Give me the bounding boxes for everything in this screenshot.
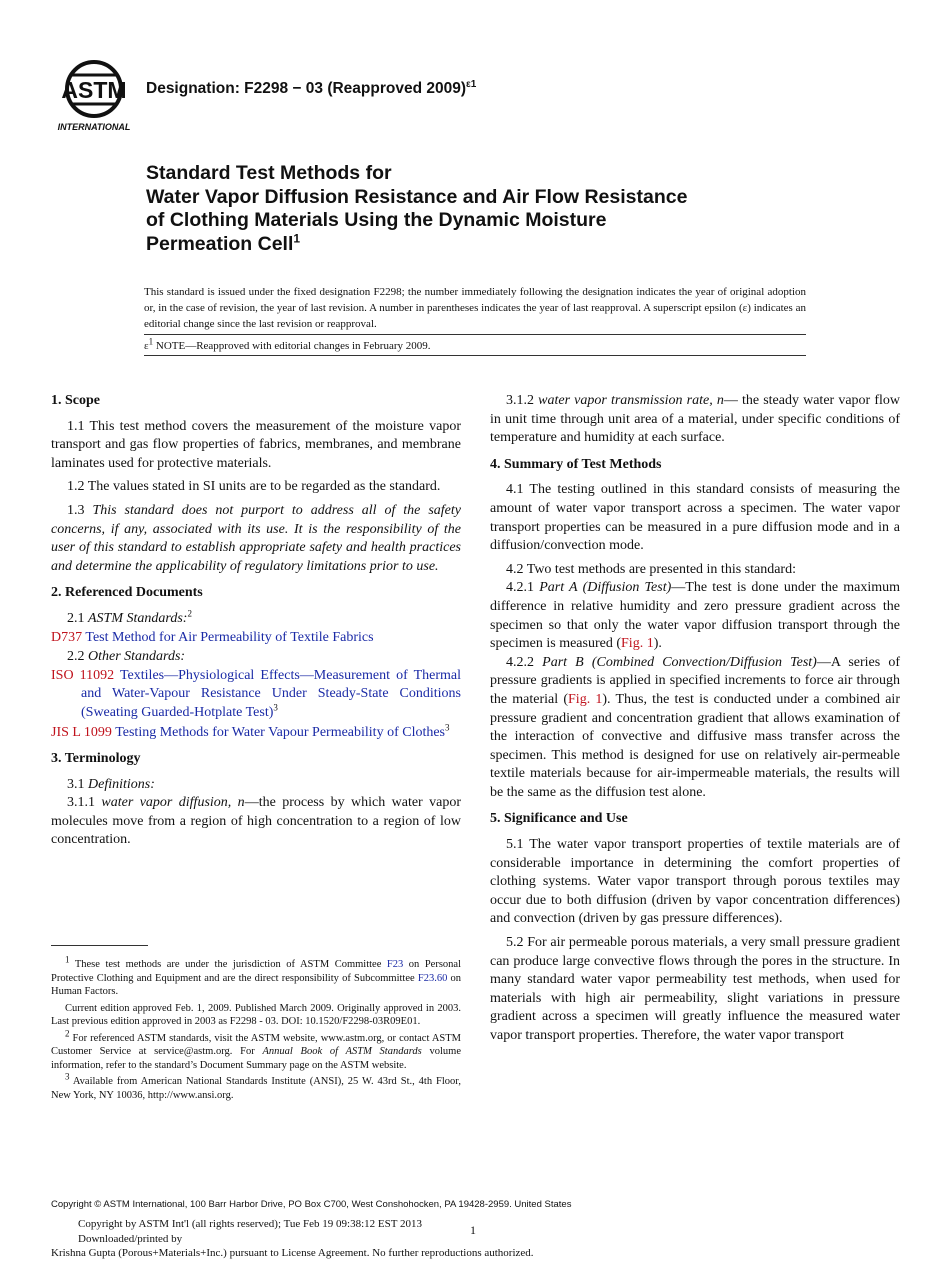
paragraph: 5.2 For air permeable porous materials, a very small pressure gradient can produce large convective flows through the pores in the structure. In many standard water vapor permeability test methods, when used for materials with high air permeability, slight variations in pressure gradient across a specimen will greatly influence the measured water vapor transport properties. Therefore, the water vapor transport <box>490 935 900 1043</box>
paragraph: 4.2.2 Part B (Combined Convection/Diffusion Test)—A series of pressure gradients is applied in specified increments to force air through the material (Fig. 1). Thus, the test is conducted under a combined air pressure gradient and concentration gradient that allows examination of the interaction of convective and diffusive mass transfer across the specimen. This method is designed for use on relatively air-permeable textile materials because for air-impermeable materials, the results will be the same as the diffusion test alone. <box>490 654 900 800</box>
paragraph: 3.1.1 water vapor diffusion, n—the process by which water vapor molecules move from a region of high concentration to a region of low concentration. <box>51 795 461 848</box>
reference-link[interactable]: Test Method for Air Permeability of Textile Fabrics <box>85 629 374 645</box>
divider <box>144 334 806 335</box>
copyright-notice: Copyright © ASTM International, 100 Barr Harbor Drive, PO Box C700, West Conshohocken, PA 19428-2959. United States <box>51 1199 572 1210</box>
reference-item: ISO 11092 Textiles—Physiological Effects—Measurement of Thermal and Water-Vapour Resistance Under Steady-State Conditions (Sweating Guarded-Hotplate Test)$^3$ <box>51 667 461 720</box>
document-title: Standard Test Methods for Water Vapor Diffusion Resistance and Air Flow Resistance of Clothing Materials Using the Dynamic Moisture Permeation Cell$^1$ <box>146 162 688 255</box>
divider <box>144 355 806 356</box>
section-heading: 5. Significance and Use <box>490 811 628 827</box>
designation: Designation: F2298 − 03 (Reapproved 2009)$^{\varepsilon 1}$ <box>146 78 477 97</box>
paragraph: 4.1 The testing outlined in this standard consists of measuring the amount of water vapor transport across a specimen. The water vapor transport properties can be measured in a pure diffusion mode and in a diffusion/convection mode. <box>490 482 900 554</box>
figure-link[interactable]: Fig. 1 <box>621 636 654 652</box>
section-heading: 3. Terminology <box>51 751 141 767</box>
svg-text:ASTM: ASTM <box>61 77 127 103</box>
footnote-divider <box>51 945 148 946</box>
paragraph: 3.1.2 water vapor transmission rate, n— the steady water vapor flow in unit time through unit area of a material, under specific conditions of temperature and humidity at each surface. <box>490 393 900 446</box>
paragraph: 4.2 Two test methods are presented in this standard: <box>506 561 796 577</box>
paragraph: 3.1 Definitions: <box>67 776 155 792</box>
section-heading: 1. Scope <box>51 393 100 408</box>
reference-item: JIS L 1099 Testing Methods for Water Vapour Permeability of Clothes$^3$ <box>51 721 450 740</box>
issuance-statement: This standard is issued under the fixed designation F2298; the number immediately following the designation indicates the year of original adoption or, in the case of revision, the year of last revision. A number in parentheses indicates the year of last reapproval. A superscript epsilon (ε) indicates an editorial change since the last revision or reapproval. <box>144 286 806 330</box>
reference-link[interactable]: JIS L 1099 <box>51 724 112 740</box>
paragraph: 4.2.1 Part A (Diffusion Test)—The test is done under the maximum difference in relative humidity and zero pressure gradient across the specimen so that only the water vapor diffusion transport through the specimen is measured (Fig. 1). <box>490 580 901 652</box>
subcommittee-link[interactable]: F23.60 <box>417 972 448 984</box>
reference-link[interactable]: ISO 11092 <box>51 667 115 683</box>
footnote: Current edition approved Feb. 1, 2009. Published March 2009. Originally approved in 2003. Last previous edition approved in 2003 as F2298 - 03. DOI: 10.1520/F2298-03R09E01. <box>51 1002 461 1027</box>
license-notice: Copyright by ASTM Int'l (all rights reserved); Tue Feb 19 09:38:12 EST 2013 Downloaded/printed by Krishna Gupta (Porous+Materials+Inc.) pursuant to License Agreement. No further reproductions authorized. <box>51 1218 534 1259</box>
footnote: $^2$ For referenced ASTM standards, visit the ASTM website, www.astm.org, or contact ASTM Customer Service at service@astm.org. For Annual Book of ASTM Standards volume information, refer to the standard’s Document Summary page on the ASTM website. <box>51 1028 462 1071</box>
reference-link[interactable]: Testing Methods for Water Vapour Permeability of Clothes <box>115 724 446 740</box>
editorial-note: $\varepsilon^1$ NOTE—Reapproved with editorial changes in February 2009. <box>144 336 431 352</box>
paragraph: 1.1 This test method covers the measurement of the moisture vapor transport and gas flow properties of fabrics, membranes, and membrane laminates used for protective materials. <box>51 418 461 471</box>
footnote: $^1$ These test methods are under the jurisdiction of ASTM Committee F23 on Personal Protective Clothing and Equipment and are the direct responsibility of Subcommittee F23.60 on Human Factors. <box>51 954 462 997</box>
reference-item <box>51 629 461 648</box>
paragraph: 5.1 The water vapor transport properties of textile materials are of considerable importance in determining the comfort properties of clothing systems. Water vapor transport through porous textiles may occur due to both diffusion (driven by vapor concentration differences) and convection (driven by gas pressure differences). <box>490 837 900 927</box>
committee-link[interactable]: F23 <box>386 959 404 970</box>
paragraph: 2.1 ASTM Standards:$^2$ <box>67 608 192 626</box>
footnote: $^3$ Available from American National Standards Institute (ANSI), 25 W. 43rd St., 4th Floor, New York, NY 10036, http://www.ansi.org. <box>51 1071 461 1101</box>
left-column <box>51 392 461 855</box>
page-number: 1 <box>470 1223 476 1237</box>
paragraph: 1.3 This standard does not purport to address all of the safety concerns, if any, associated with its use. It is the responsibility of the user of this standard to establish appropriate safety and health practices and determine the applicability of regulatory limitations prior to use. <box>51 502 461 574</box>
paragraph: 2.2 Other Standards: <box>67 649 186 665</box>
reference-link[interactable]: D737 <box>51 629 83 645</box>
figure-link[interactable]: Fig. 1 <box>568 691 603 707</box>
reference-link[interactable]: Textiles—Physiological Effects—Measurement of Thermal and Water-Vapour Resistance Under Steady-State Conditions (Sweating Guarded-Hotplate Test) <box>81 667 461 720</box>
section-heading: 2. Referenced Documents <box>51 585 203 601</box>
paragraph: 1.2 The values stated in SI units are to be regarded as the standard. <box>67 479 441 495</box>
footnotes <box>51 954 462 1105</box>
astm-logo <box>54 58 134 136</box>
right-column <box>490 392 900 1051</box>
svg-text:INTERNATIONAL: INTERNATIONAL <box>57 122 131 132</box>
section-heading: 4. Summary of Test Methods <box>490 456 662 472</box>
